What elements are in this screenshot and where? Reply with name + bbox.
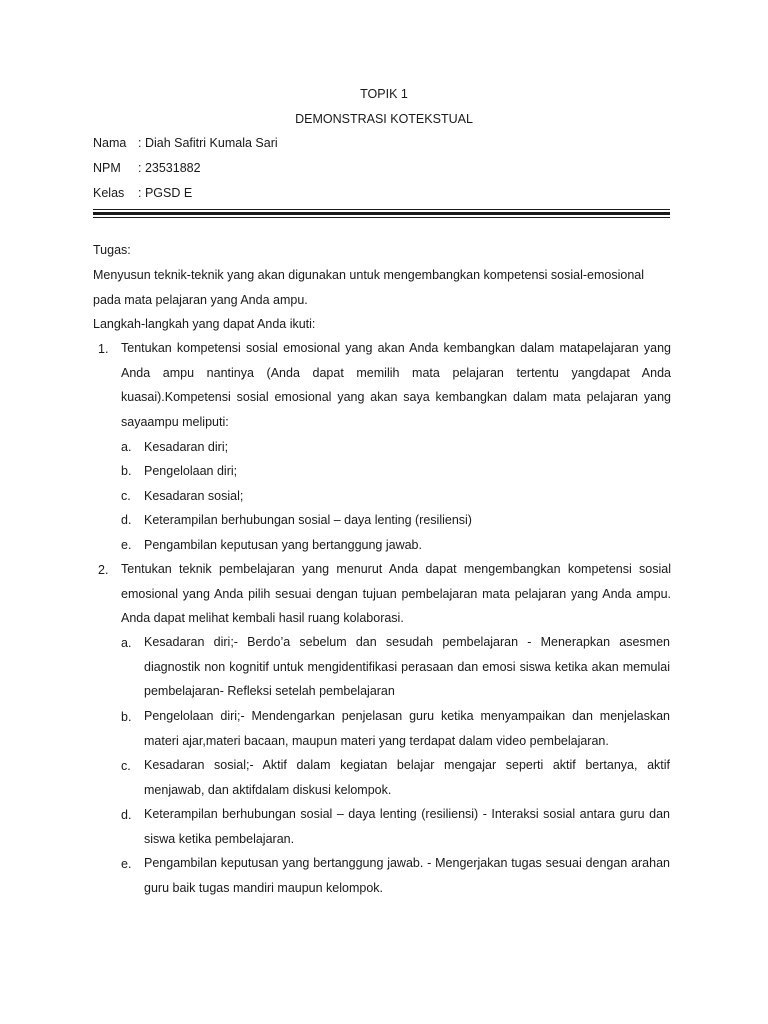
document-title: DEMONSTRASI KOTEKSTUAL (295, 112, 473, 126)
step-1-item-a: Kesadaran diri; (144, 440, 229, 454)
step-1-item-d: Keterampilan berhubungan sosial – daya lenting (resiliensi) (144, 513, 472, 527)
step-2-item-d-marker: d. (121, 808, 132, 822)
topic-heading: TOPIK 1 (360, 87, 408, 101)
step-2-text: Tentukan teknik pembelajaran yang menurut Anda dapat mengembangkan kompetensi sosial emosional yang Anda pilih sesuai dengan tujuan pembelajaran mata pelajaran yang Anda ampu. Anda dapat melihat kembali hasil ruang kolaborasi. (121, 562, 671, 625)
step-1-number: 1. (98, 342, 109, 356)
task-line-1: Menyusun teknik-teknik yang akan digunakan untuk mengembangkan kompetensi sosial-emosional (93, 268, 645, 282)
step-2-item-c: Kesadaran sosial;- Aktif dalam kegiatan belajar mengajar seperti aktif bertanya, aktif menjawab, dan aktifdalam diskusi kelompok. (144, 758, 670, 797)
header-rule-thin-top (93, 209, 670, 210)
name-value: : Diah Safitri Kumala Sari (138, 136, 278, 150)
header-rule-thick (93, 212, 670, 215)
task-heading: Tugas: (93, 243, 131, 257)
step-2-item-e-marker: e. (121, 857, 132, 871)
header-rule-thin-bottom (93, 217, 670, 218)
step-1-item-b-marker: b. (121, 464, 132, 478)
class-value: : PGSD E (138, 186, 193, 200)
step-2-item-d: Keterampilan berhubungan sosial – daya lenting (resiliensi) - Interaksi sosial antara guru dan siswa ketika pembelajaran. (144, 807, 670, 846)
step-2-item-e: Pengambilan keputusan yang bertanggung jawab. - Mengerjakan tugas sesuai dengan arahan guru baik tugas mandiri maupun kelompok. (144, 856, 670, 895)
step-1-item-b: Pengelolaan diri; (144, 464, 238, 478)
step-1-item-d-marker: d. (121, 513, 132, 527)
name-label: Nama (93, 136, 127, 150)
step-1-item-a-marker: a. (121, 440, 132, 454)
step-1-item-e: Pengambilan keputusan yang bertanggung jawab. (144, 538, 422, 552)
npm-value: : 23531882 (138, 161, 201, 175)
step-2-item-b: Pengelolaan diri;- Mendengarkan penjelasan guru ketika menyampaikan dan menjelaskan materi ajar,materi bacaan, maupun materi yang terdapat dalam video pembelajaran. (144, 709, 670, 748)
npm-label: NPM (93, 161, 121, 175)
step-1-item-e-marker: e. (121, 538, 132, 552)
step-2-item-a-marker: a. (121, 636, 132, 650)
step-2-number: 2. (98, 563, 109, 577)
step-2-item-b-marker: b. (121, 710, 132, 724)
step-1-item-c: Kesadaran sosial; (144, 489, 244, 503)
step-1-item-c-marker: c. (121, 489, 131, 503)
step-2-item-c-marker: c. (121, 759, 131, 773)
step-2-item-a: Kesadaran diri;- Berdo’a sebelum dan sesudah pembelajaran - Menerapkan asesmen diagnostik non kognitif untuk mengidentifikasi perasaan dan emosi siswa ketika akan memulai pembelajaran- Refleksi setelah pembelajaran (144, 635, 670, 698)
steps-intro: Langkah-langkah yang dapat Anda ikuti: (93, 317, 316, 331)
class-label: Kelas (93, 186, 125, 200)
step-1-text: Tentukan kompetensi sosial emosional yang akan Anda kembangkan dalam matapelajaran yang Anda ampu nantinya (Anda dapat memilih mata pelajaran tertentu yangdapat Anda kuasai).Kompetensi sosial emosional yang akan saya kembangkan dalam mata pelajaran yang sayaampu meliputi: (121, 341, 671, 429)
task-line-2: pada mata pelajaran yang Anda ampu. (93, 293, 308, 307)
